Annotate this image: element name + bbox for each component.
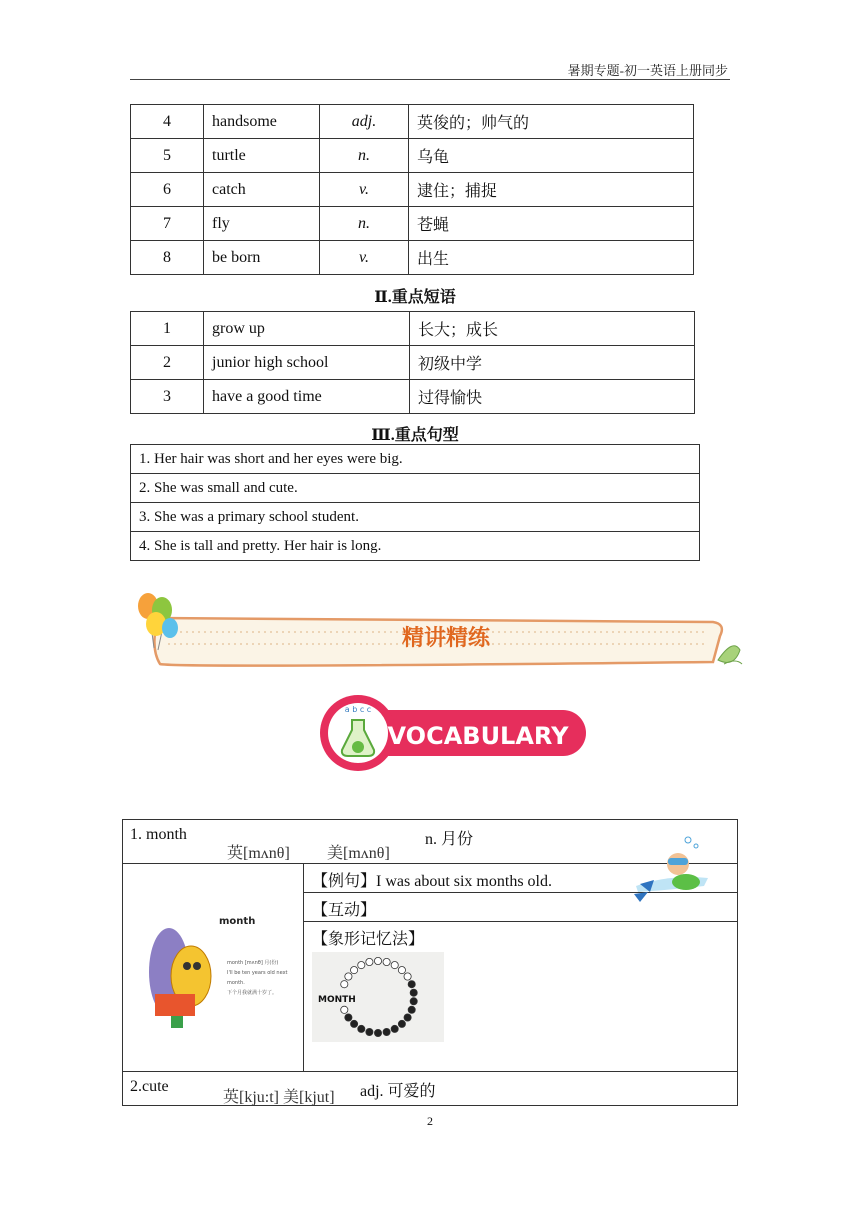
moon-phase-icon	[351, 1020, 358, 1027]
entry1-uk-phonetic: 英[mʌnθ]	[227, 845, 290, 862]
entry2-phonetic: 英[kju:t] 美[kjut]	[223, 1089, 335, 1106]
month-label: MONTH	[318, 995, 356, 1005]
phrase-row	[131, 312, 695, 346]
cartoon-word: month	[219, 916, 256, 927]
entry2-header-cell	[123, 1072, 738, 1106]
moon-phase-icon	[398, 1020, 405, 1027]
moon-phase-icon	[410, 989, 417, 996]
word-number: 6	[131, 173, 204, 207]
moon-phase-icon	[391, 1025, 398, 1032]
entry2-word: 2.cute	[130, 1078, 169, 1095]
word-row	[131, 105, 694, 139]
word-part-of-speech: v.	[320, 241, 409, 275]
moon-phase-icon	[398, 967, 405, 974]
phrase-row	[131, 380, 695, 414]
word-meaning: 苍蝇	[409, 207, 694, 241]
phrase-term: grow up	[204, 312, 410, 346]
floating-letters: a b c c	[344, 705, 372, 714]
moon-phase-icon	[404, 1014, 411, 1021]
word-meaning: 逮住；捕捉	[409, 173, 694, 207]
sentence-row	[131, 445, 700, 474]
phrase-term: junior high school	[204, 346, 410, 380]
moon-phase-icon	[383, 1028, 390, 1035]
moon-phase-icon	[366, 958, 373, 965]
cartoon-note-2: I'll be ten years old next	[227, 970, 288, 976]
cartoon-illustration	[141, 906, 288, 1036]
moon-phase-icon	[341, 1006, 348, 1013]
word-row	[131, 207, 694, 241]
phrase-meaning: 过得愉快	[410, 380, 695, 414]
page-number: 2	[427, 1114, 433, 1128]
phrase-table	[130, 311, 695, 414]
entry1-definition: n. 月份	[425, 831, 474, 848]
memory-method-label: 【象形记忆法】	[312, 931, 425, 948]
cartoon-note-4: 下个月我就满十岁了。	[227, 990, 278, 996]
word-term: handsome	[204, 105, 320, 139]
word-number: 5	[131, 139, 204, 173]
sentence-table	[130, 444, 700, 561]
phrase-row	[131, 346, 695, 380]
word-part-of-speech: n.	[320, 139, 409, 173]
moon-phase-icon	[408, 981, 415, 988]
word-term: catch	[204, 173, 320, 207]
word-number: 8	[131, 241, 204, 275]
moon-phase-icon	[341, 981, 348, 988]
banner-title: 精讲精练	[401, 626, 491, 651]
phrase-term: have a good time	[204, 380, 410, 414]
vocabulary-label: VOCABULARY	[387, 722, 569, 750]
moon-phase-icon	[391, 962, 398, 969]
word-row	[131, 139, 694, 173]
cartoon-note-1: month [mʌnθ] 月(份)	[227, 960, 279, 966]
sentence-text: 3. She was a primary school student.	[131, 503, 700, 532]
cartoon-note-3: month.	[227, 980, 245, 986]
word-number: 7	[131, 207, 204, 241]
header-divider	[130, 79, 730, 80]
leaf-icon	[718, 646, 742, 664]
memory-cell	[304, 922, 738, 1072]
moon-phase-icon	[358, 1025, 365, 1032]
moon-phase-icon	[345, 1014, 352, 1021]
word-meaning: 英俊的；帅气的	[409, 105, 694, 139]
word-row	[131, 173, 694, 207]
sentence-row	[131, 532, 700, 561]
word-number: 4	[131, 105, 204, 139]
word-term: be born	[204, 241, 320, 275]
section-banner	[128, 588, 748, 678]
sentence-text: 1. Her hair was short and her eyes were big.	[131, 445, 700, 474]
example-cell	[304, 864, 738, 893]
phrase-number: 3	[131, 380, 204, 414]
cartoon-cell	[123, 864, 304, 1072]
month-cycle-diagram	[312, 952, 444, 1042]
entry2-definition: adj. 可爱的	[360, 1083, 436, 1100]
moon-phase-icon	[404, 973, 411, 980]
vocab-entry-table	[122, 819, 738, 1106]
moon-phase-icon	[351, 967, 358, 974]
word-term: fly	[204, 207, 320, 241]
word-meaning: 出生	[409, 241, 694, 275]
word-row	[131, 241, 694, 275]
phrases-section-title: Ⅱ.重点短语	[374, 289, 456, 306]
moon-phase-icon	[383, 958, 390, 965]
word-part-of-speech: adj.	[320, 105, 409, 139]
word-meaning: 乌龟	[409, 139, 694, 173]
word-part-of-speech: n.	[320, 207, 409, 241]
diver-icon	[630, 834, 714, 906]
interaction-label: 【互动】	[312, 902, 377, 919]
word-table	[130, 104, 694, 275]
moon-phase-icon	[410, 998, 417, 1005]
sentence-text: 2. She was small and cute.	[131, 474, 700, 503]
word-term: turtle	[204, 139, 320, 173]
moon-phase-icon	[374, 1029, 381, 1036]
phrase-meaning: 长大；成长	[410, 312, 695, 346]
sentence-text: 4. She is tall and pretty. Her hair is long.	[131, 532, 700, 561]
sentence-row	[131, 503, 700, 532]
moon-phase-icon	[408, 1006, 415, 1013]
moon-phase-icon	[374, 957, 381, 964]
header-title: 暑期专题-初一英语上册同步	[567, 63, 728, 78]
moon-phase-icon	[358, 962, 365, 969]
entry1-word: 1. month	[130, 826, 187, 843]
moon-phase-icon	[345, 973, 352, 980]
phrase-number: 2	[131, 346, 204, 380]
moon-phase-icon	[366, 1028, 373, 1035]
sentences-section-title: Ⅲ.重点句型	[371, 427, 459, 444]
vocabulary-badge	[318, 692, 590, 774]
example-sentence: 【例句】I was about six months old.	[312, 873, 552, 890]
entry1-us-phonetic: 美[mʌnθ]	[327, 845, 390, 862]
phrase-meaning: 初级中学	[410, 346, 695, 380]
sentence-row	[131, 474, 700, 503]
word-part-of-speech: v.	[320, 173, 409, 207]
phrase-number: 1	[131, 312, 204, 346]
